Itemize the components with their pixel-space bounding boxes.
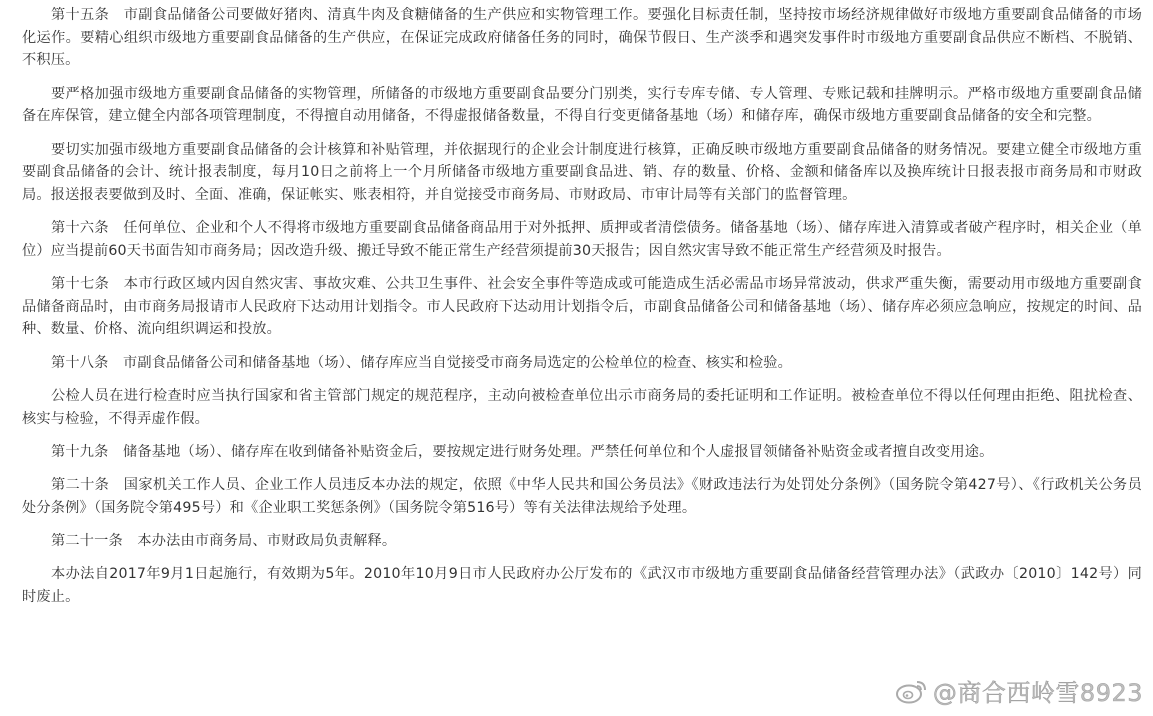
watermark-text: @商合西岭雪8923 [932, 679, 1143, 707]
article-16-paragraph: 第十六条 任何单位、企业和个人不得将市级地方重要副食品储备商品用于对外抵押、质押或者清偿债务。储备基地（场）、储存库进入清算或者破产程序时，相关企业（单位）应当提前60天书面告知市商务局；因改造升级、搬迁导致不能正常生产经营须提前30天报告；因自然灾害导致不能正常生产经营须及时报告。 [22, 220, 1142, 259]
article-18-paragraph-2: 公检人员在进行检查时应当执行国家和省主管部门规定的规范程序，主动向被检查单位出示市商务局的委托证明和工作证明。被检查单位不得以任何理由拒绝、阻扰检查、核实与检验，不得弄虚作假。 [22, 387, 1142, 427]
weibo-logo-icon [895, 677, 929, 705]
article-15-paragraph: 第十五条 市副食品储备公司要做好猪肉、清真牛肉及食糖储备的生产供应和实物管理工作。要强化目标责任制，坚持按市场经济规律做好市级地方重要副食品储备的市场化运作。要精心组织市级地方重要副食品储备的生产供应，在保证完成政府储备任务的同时，确保节假日、生产淡季和遇突发事件时市级地方重要副食品供应不断档、不脱销、不积压。 [22, 7, 1142, 69]
article-15-paragraph-3: 要切实加强市级地方重要副食品储备的会计核算和补贴管理，并依据现行的企业会计制度进行核算，正确反映市级地方重要副食品储备的财务情况。要建立健全市级地方重要副食品储备的会计、统计报表制度，每月10日之前将上一个月所储备市级地方重要副食品进、销、存的数量、价格、金额和储备库以及换库统计日报表报市商务局和市财政局。报送报表要做到及时、全面、准确，保证帐实、账表相符，并自觉接受市商务局、市财政局、市审计局等有关部门的监督管理。 [22, 141, 1142, 203]
watermark [895, 673, 1143, 708]
article-18-paragraph: 第十八条 市副食品储备公司和储备基地（场）、储存库应当自觉接受市商务局选定的公检单位的检查、核实和检验。 [51, 354, 793, 371]
article-21-paragraph: 第二十一条 本办法由市商务局、市财政局负责解释。 [51, 532, 397, 549]
article-15-paragraph-2: 要严格加强市级地方重要副食品储备的实物管理，所储备的市级地方重要副食品要分门别类，实行专库专储、专人管理、专账记载和挂牌明示。严格市级地方重要副食品储备在库保管，建立健全内部各项管理制度，不得擅自动用储备，不得虚报储备数量，不得自行变更储备基地（场）和储存库，确保市级地方重要副食品储备的安全和完整。 [22, 85, 1142, 125]
article-17-paragraph: 第十七条 本市行政区域内因自然灾害、事故灾难、公共卫生事件、社会安全事件等造成或可能造成生活必需品市场异常波动，供求严重失衡，需要动用市级地方重要副食品储备商品时，由市商务局报请市人民政府下达动用计划指令。市人民政府下达动用计划指令后，市副食品储备公司和储备基地（场）、储存库必须应急响应，按规定的时间、品种、数量、价格、流向组织调运和投放。 [22, 276, 1142, 338]
article-20-paragraph: 第二十条 国家机关工作人员、企业工作人员违反本办法的规定，依照《中华人民共和国公务员法》《财政违法行为处罚处分条例》（国务院令第427号）、《行政机关公务员处分条例》（国务院令第495号）和《企业职工奖惩条例》（国务院令第516号）等有关法律法规给予处理。 [22, 476, 1142, 516]
effective-date-paragraph: 本办法自2017年9月1日起施行，有效期为5年。2010年10月9日市人民政府办公厅发布的《武汉市市级地方重要副食品储备经营管理办法》（武政办〔2010〕142号）同时废止。 [22, 566, 1142, 605]
article-19-paragraph: 第十九条 储备基地（场）、储存库在收到储备补贴资金后，要按规定进行财务处理。严禁任何单位和个人虚报冒领储备补贴资金或者擅自改变用途。 [51, 443, 994, 460]
document-body [22, 0, 1142, 619]
